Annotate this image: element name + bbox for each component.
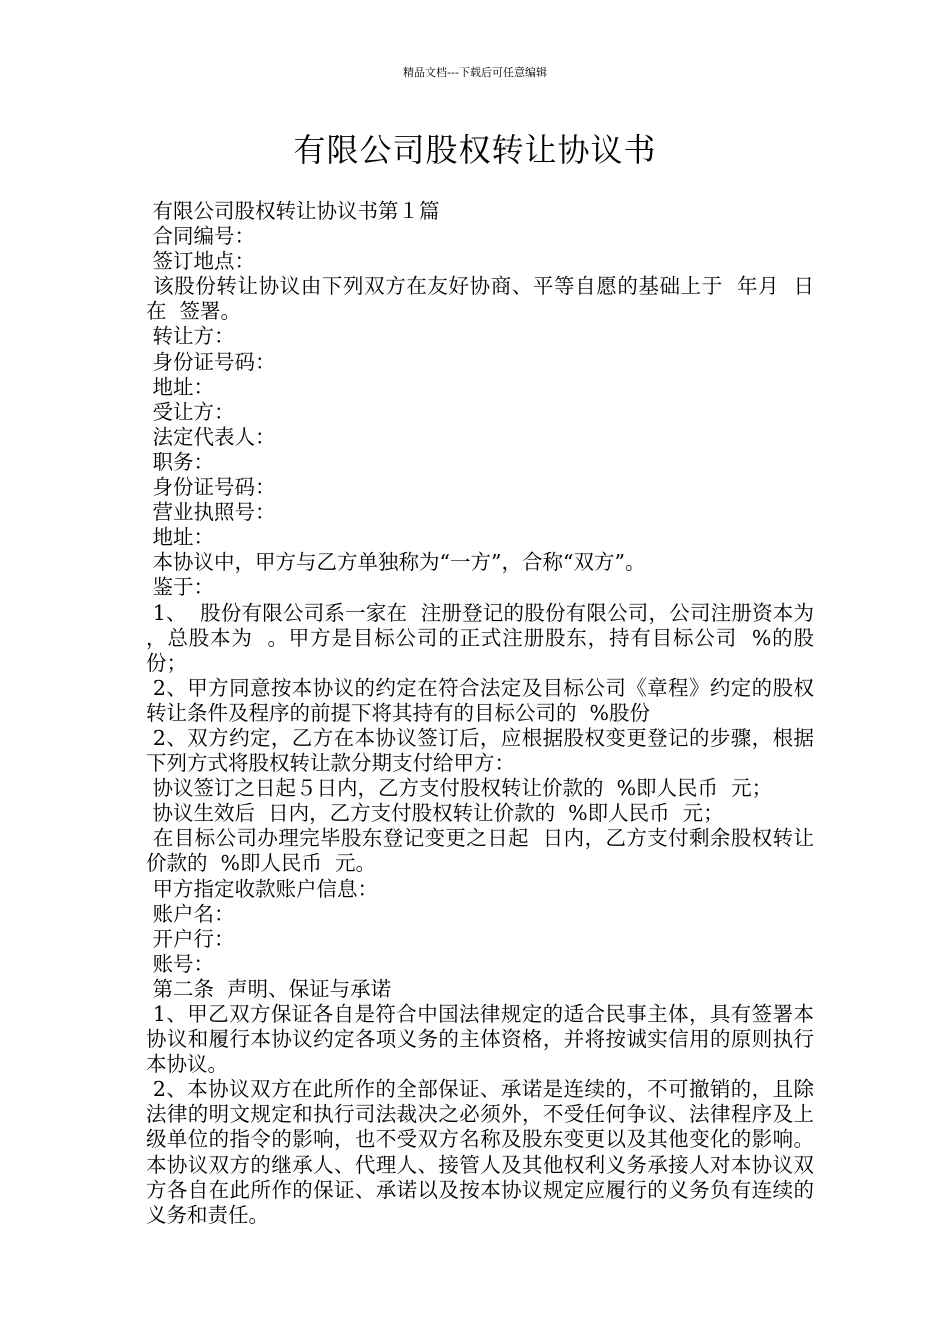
paragraph-transferee-id: 身份证号码：: [146, 475, 276, 500]
paragraph-legal-representative: 法定代表人：: [146, 424, 276, 449]
paragraph-account-name: 账户名：: [146, 901, 235, 926]
paragraph-payment-3: 在目标公司办理完毕股东登记变更之日起 日内，乙方支付剩余股权转让价款的 %即人民币 元。: [146, 826, 814, 876]
paragraph-bank: 开户行：: [146, 926, 235, 951]
paragraph-payment-terms: 2、双方约定，乙方在本协议签订后，应根据股权变更登记的步骤，根据下列方式将股权转让款分期支付给甲方：: [146, 725, 814, 776]
paragraph-position: 职务：: [146, 449, 215, 474]
paragraph-transferee-address: 地址：: [146, 525, 215, 550]
paragraph-contract-number: 合同编号：: [146, 224, 256, 249]
paragraph-transferor: 转让方：: [146, 324, 235, 349]
paragraph-article-two-heading: 第二条 声明、保证与承诺: [146, 976, 392, 1001]
paragraph-article-heading: 有限公司股权转让协议书第１篇: [146, 199, 440, 223]
paragraph-transferor-address: 地址：: [146, 374, 215, 399]
paragraph-warranty-1: 1、甲乙双方保证各自是符合中国法律规定的适合民事主体，具有签署本协议和履行本协议约定各项义务的主体资格，并将按诚实信用的原则执行本协议。: [146, 1002, 814, 1077]
paragraph-whereas-2: 2、甲方同意按本协议的约定在符合法定及目标公司《章程》约定的股权转让条件及程序的前提下将其持有的目标公司的 %股份: [146, 675, 814, 725]
paragraph-payment-2: 协议生效后 日内，乙方支付股权转让价款的 %即人民币 元；: [146, 801, 724, 826]
paragraph-party-definition: 本协议中，甲方与乙方单独称为“一方”，合称“双方”。: [146, 550, 646, 575]
page-header-note: 精品文档---下载后可任意编辑: [403, 66, 547, 79]
document-body: [146, 199, 828, 1228]
paragraph-whereas: 鉴于：: [146, 575, 215, 600]
document-title: 有限公司股权转让协议书: [293, 131, 657, 169]
paragraph-account-info: 甲方指定收款账户信息：: [146, 876, 379, 901]
paragraph-transferee: 受让方：: [146, 399, 235, 424]
paragraph-whereas-1: 1、 股份有限公司系一家在 注册登记的股份有限公司，公司注册资本为 ，总股本为 。甲方是目标公司的正式注册股东，持有目标公司 %的股份；: [146, 600, 828, 675]
paragraph-signing-place: 签订地点：: [146, 249, 256, 274]
paragraph-account-number: 账号：: [146, 951, 215, 976]
paragraph-payment-1: 协议签订之日起５日内，乙方支付股权转让价款的 %即人民币 元；: [146, 776, 773, 801]
paragraph-warranty-2: 2、本协议双方在此所作的全部保证、承诺是连续的，不可撤销的，且除法律的明文规定和执行司法裁决之必须外，不受任何争议、法律程序及上级单位的指令的影响，也不受双方名称及股东变更以及其他变化的影响。本协议双方的继承人、代理人、接管人及其他权利义务承接人对本协议双方各自在此所作的保证、承诺以及按本协议规定应履行的义务负有连续的义务和责任。: [146, 1077, 814, 1227]
paragraph-business-license: 营业执照号：: [146, 500, 276, 525]
paragraph-preamble: 该股份转让协议由下列双方在友好协商、平等自愿的基础上于 年月 日在 签署。: [146, 274, 814, 324]
paragraph-transferor-id: 身份证号码：: [146, 349, 276, 374]
